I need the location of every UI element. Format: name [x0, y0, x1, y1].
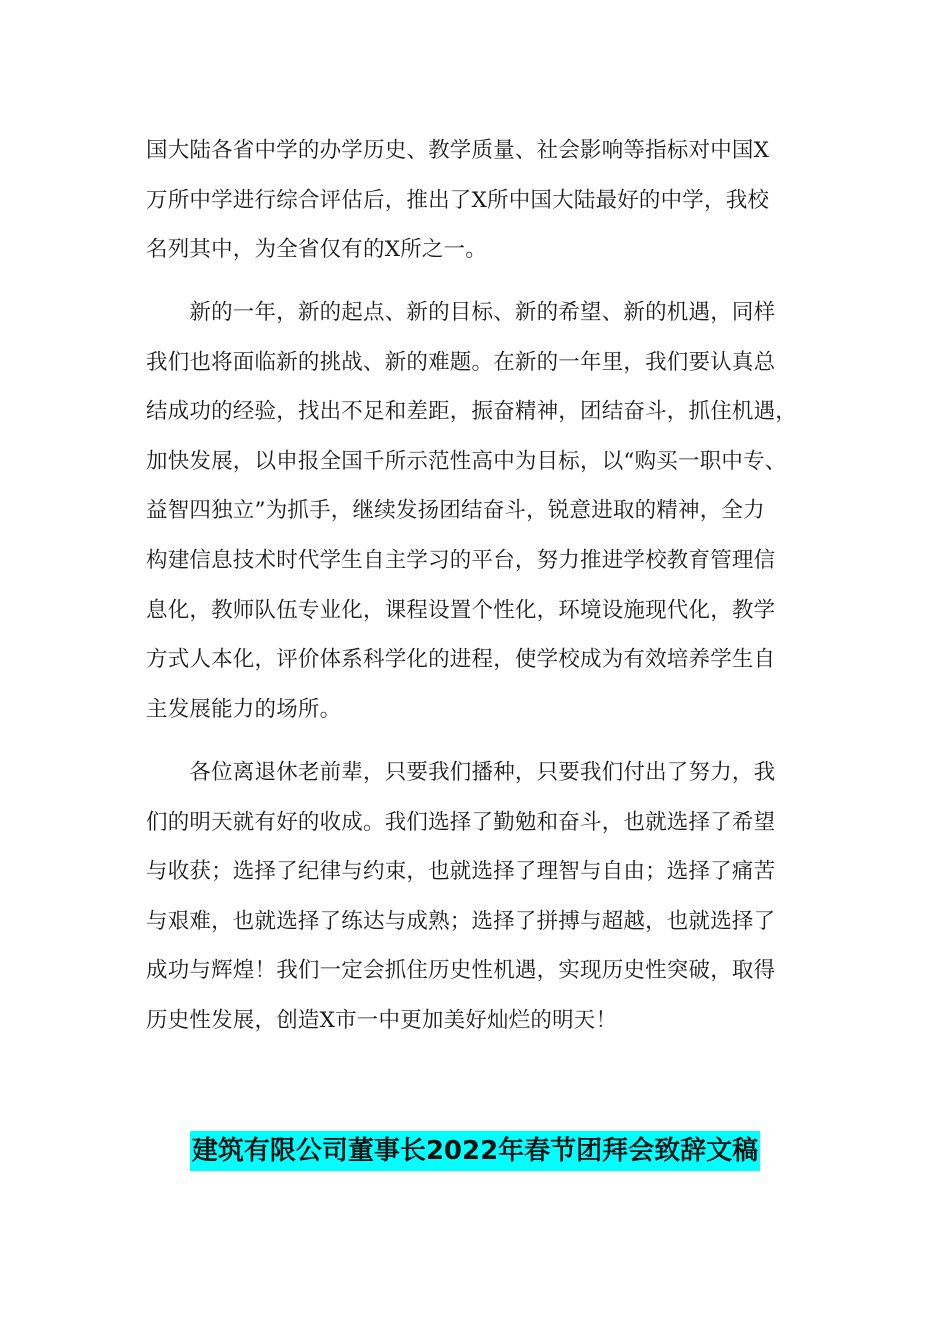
text-line: 方式人本化，评价体系科学化的进程，使学校成为有效培养学生自 — [146, 647, 776, 673]
text-line: 加快发展，以申报全国千所示范性高中为目标，以“购买一职中专、 — [146, 448, 787, 474]
text-line: 与艰难，也就选择了练达与成熟；选择了拼搏与超越，也就选择了 — [146, 908, 776, 934]
text-line: 万所中学进行综合评估后，推出了X所中国大陆最好的中学，我校 — [146, 187, 770, 213]
text-line: 国大陆各省中学的办学历史、教学质量、社会影响等指标对中国X — [146, 138, 770, 163]
text-line: 新的一年，新的起点、新的目标、新的希望、新的机遇，同样 — [146, 300, 776, 325]
document-heading: 建筑有限公司董事长2022年春节团拜会致辞文稿 — [190, 1131, 760, 1171]
text-line: 益智四独立”为抓手，继续发扬团结奋斗，锐意进取的精神，全力 — [146, 498, 765, 524]
text-line: 构建信息技术时代学生自主学习的平台，努力推进学校教育管理信 — [146, 547, 776, 573]
text-line: 各位离退休老前辈，只要我们播种，只要我们付出了努力，我 — [146, 760, 776, 785]
text-line: 历史性发展，创造X市一中更加美好灿烂的明天！ — [146, 1007, 618, 1033]
heading-container — [0, 1131, 950, 1171]
text-line: 我们也将面临新的挑战、新的难题。在新的一年里，我们要认真总 — [146, 349, 776, 375]
text-line: 主发展能力的场所。 — [146, 696, 342, 722]
paragraph-1 — [146, 126, 816, 275]
paragraph-2 — [146, 288, 816, 734]
text-line: 息化，教师队伍专业化，课程设置个性化，环境设施现代化，教学 — [146, 597, 776, 623]
text-line: 与收获；选择了纪律与约束，也就选择了理智与自由；选择了痛苦 — [146, 859, 776, 885]
text-line: 结成功的经验，找出不足和差距，振奋精神，团结奋斗，抓住机遇， — [146, 399, 798, 425]
text-line: 们的明天就有好的收成。我们选择了勤勉和奋斗，也就选择了希望 — [146, 809, 776, 835]
text-line: 成功与辉煌！我们一定会抓住历史性机遇，实现历史性突破，取得 — [146, 958, 776, 984]
text-line: 名列其中，为全省仅有的X所之一。 — [146, 237, 488, 263]
paragraph-3 — [146, 748, 816, 1046]
